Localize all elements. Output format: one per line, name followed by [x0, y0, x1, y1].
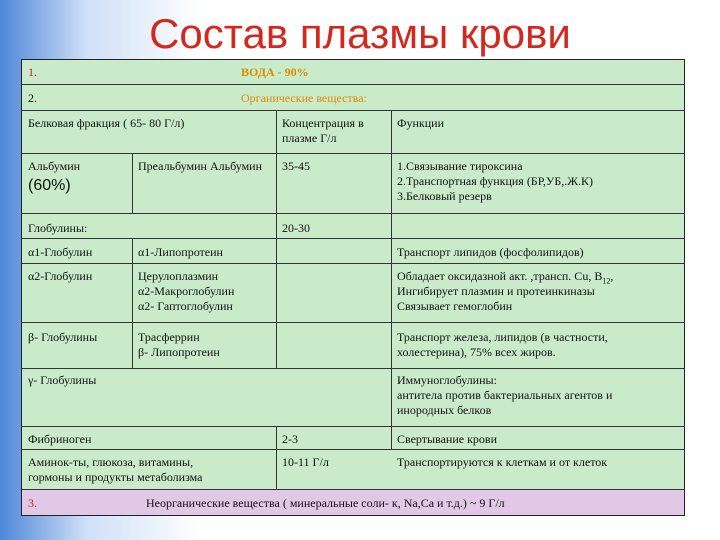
albumin-name: Альбумин: [28, 159, 81, 173]
function-subscript: 12: [602, 276, 611, 286]
row-divider: [22, 213, 684, 214]
row-divider: [22, 322, 684, 323]
function-line: Иммуноглобулины:: [397, 373, 497, 387]
col-divider: [391, 238, 392, 449]
function-header: Функции: [397, 116, 444, 130]
function-line: 2.Транспортная функция (БР,УБ,.Ж.К): [397, 174, 594, 188]
col-divider: [132, 153, 133, 213]
function-line: Связывает гемоглобин: [397, 299, 513, 313]
fibrinogen-concentration: 2-3: [282, 432, 298, 446]
function-line: холестерина), 75% всех жиров.: [397, 345, 556, 359]
row-divider: [22, 238, 684, 239]
globulins-concentration: 20-30: [282, 221, 310, 235]
water-number: 1.: [28, 65, 37, 79]
amino-line: гормоны и продукты метаболизма: [28, 470, 203, 484]
alpha2-functions: [393, 267, 683, 316]
fraction-header: Белковая фракция ( 65- 80 Г/л): [28, 116, 185, 130]
albumin-concentration: 35-45: [282, 159, 310, 173]
subtype-line: Церулоплазмин: [138, 269, 219, 283]
water-label: ВОДА - 90%: [241, 65, 309, 79]
row-divider: [22, 110, 684, 111]
row-divider: [22, 489, 684, 490]
amino-concentration: 10-11 Г/л: [282, 455, 329, 469]
alpha1-function: Транспорт липидов (фосфолипидов): [397, 245, 584, 259]
inorganic-label: Неорганические вещества ( минеральные соли- к, Na,Ca и т.д.) ~ 9 Г/л: [146, 496, 505, 510]
organic-number: 2.: [28, 91, 37, 105]
globulins-name: Глобулины:: [28, 221, 88, 235]
subtype-line: β- Липопротеин: [138, 345, 220, 359]
albumin-percent: (60%): [28, 177, 71, 194]
concentration-header: Концентрация в плазме Г/л: [282, 116, 364, 145]
col-divider: [276, 426, 277, 489]
function-line: Ингибирует плазмин и протеинкиназы: [397, 284, 595, 298]
fibrinogen-name: Фибриноген: [28, 432, 92, 446]
subtype-line: α2- Гаптоглобулин: [138, 299, 233, 313]
beta-functions: [393, 328, 683, 362]
function-line: инородных белков: [397, 403, 492, 417]
function-text: Обладает оксидазной акт. ,трансп. Cu, B: [397, 269, 603, 283]
albumin-functions: [393, 157, 683, 206]
function-line: антитела против бактериальных агентов и: [397, 388, 613, 402]
col-divider: [276, 238, 277, 368]
alpha1-name: α1-Глобулин: [28, 245, 93, 259]
subtype-line: Трасферрин: [138, 330, 200, 344]
inorganic-number: 3.: [28, 496, 37, 510]
amino-line: Аминок-ты, глюкоза, витамины,: [28, 455, 194, 469]
row-divider: [22, 84, 684, 85]
beta-name: β- Глобулины: [28, 330, 98, 344]
alpha1-subtype: α1-Липопротеин: [138, 245, 223, 259]
gamma-functions: [393, 371, 683, 420]
row-divider: [22, 426, 684, 427]
alpha2-name: α2-Глобулин: [28, 269, 93, 283]
row-divider: [22, 263, 684, 264]
alpha2-subtypes: [134, 267, 274, 316]
function-line: Транспорт железа, липидов (в частности,: [397, 330, 608, 344]
albumin-subtypes: Преальбумин Альбумин: [138, 159, 263, 173]
function-text: ,: [610, 269, 614, 283]
beta-subtypes: [134, 328, 274, 362]
row-divider: [22, 449, 684, 450]
col-divider: [276, 110, 277, 213]
function-line: 1.Связывание тироксина: [397, 159, 523, 173]
row-divider: [22, 368, 684, 369]
amino-name: [24, 453, 274, 487]
page-title: Состав плазмы крови: [149, 10, 571, 57]
col-divider: [132, 238, 133, 368]
col-divider: [276, 213, 277, 238]
gamma-name: γ- Глобулины: [28, 373, 97, 387]
function-line: 3.Белковый резерв: [397, 189, 492, 203]
amino-function: Транспортируются к клеткам и от клеток: [397, 455, 608, 469]
fibrinogen-function: Свертывание крови: [397, 432, 497, 446]
subtype-line: α2-Макроглобулин: [138, 284, 235, 298]
plasma-table: [21, 59, 685, 516]
organic-label: Органические вещества:: [241, 91, 367, 105]
row-divider: [22, 153, 684, 154]
function-line: [397, 269, 679, 284]
